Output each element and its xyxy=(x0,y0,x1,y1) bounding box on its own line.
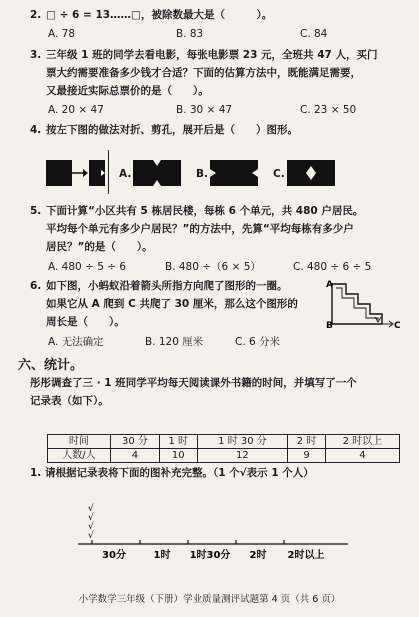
q5-number: 5. xyxy=(30,205,42,217)
q5-line-3: 居民？”的是（ ）。 xyxy=(46,241,153,253)
staircase-figure xyxy=(326,278,408,334)
q4-label-c: C. xyxy=(273,168,285,180)
pictograph-chart xyxy=(60,494,360,570)
section-6-q1: 1. 请根据记录表将下面的图补充完整。（1 个√表示 1 个人） xyxy=(30,467,314,479)
q3-line-1: 三年级 1 班的同学去看电影，每张电影票 23 元，全班共 47 人，买门 xyxy=(46,49,378,61)
q2-option-c: C. 84 xyxy=(300,28,328,40)
table-header-row xyxy=(48,435,400,449)
q3-number: 3. xyxy=(30,49,42,61)
category-label: 1时30分 xyxy=(189,550,231,561)
q4-divider xyxy=(108,150,109,194)
table-header: 1 时 xyxy=(160,435,198,449)
fold-cut-diagram xyxy=(46,158,106,192)
q2-option-b: B. 83 xyxy=(176,28,204,40)
q5-option-c: C. 480 ÷ 6 ÷ 5 xyxy=(293,261,372,273)
category-label: 30分 xyxy=(102,550,126,561)
check-mark: √ xyxy=(88,513,94,523)
q2-stem: □ ÷ 6 = 13……□，被除数最大是（ ）。 xyxy=(46,9,273,21)
q2-number: 2. xyxy=(30,9,42,21)
table-cell: 4 xyxy=(110,449,159,463)
table-cell: 9 xyxy=(288,449,326,463)
table-header: 2 时 xyxy=(288,435,326,449)
check-mark: √ xyxy=(88,504,94,514)
q6-line-1: 如下图，小蚂蚁沿着箭头所指方向爬了图形的一圈。 xyxy=(46,280,288,292)
q6-number: 6. xyxy=(30,280,42,292)
q3-option-c: C. 23 × 50 xyxy=(300,104,357,116)
table-cell: 4 xyxy=(325,449,399,463)
q6-option-a: A. 无法确定 xyxy=(48,336,104,348)
q5-line-2: 平均每个单元有多少户居民？”的方法中，先算“平均每栋有多少户 xyxy=(46,223,354,235)
category-label: 2时 xyxy=(249,550,267,561)
q4-option-c-shape xyxy=(287,158,335,192)
q4-stem: 按左下图的做法对折、剪孔，展开后是（ ）图形。 xyxy=(46,124,298,136)
category-label: 2时以上 xyxy=(287,550,325,561)
q6-option-c: C. 6 分米 xyxy=(235,336,281,348)
table-header: 1 时 30 分 xyxy=(197,435,288,449)
table-cell: 12 xyxy=(197,449,288,463)
q3-option-b: B. 30 × 47 xyxy=(176,104,233,116)
category-label: 1时 xyxy=(153,550,171,561)
point-b-label: B xyxy=(326,321,333,330)
table-header: 30 分 xyxy=(110,435,159,449)
record-table xyxy=(47,434,400,463)
q3-option-a: A. 20 × 47 xyxy=(48,104,104,116)
check-mark: √ xyxy=(88,531,94,541)
point-a-label: A xyxy=(326,280,333,290)
q2-option-a: A. 78 xyxy=(48,28,76,40)
table-cell: 10 xyxy=(160,449,198,463)
q4-label-b: B. xyxy=(196,168,208,180)
q3-line-2: 票大约需要准备多少钱才合适？下面的估算方法中，既能满足需要， xyxy=(46,67,361,79)
table-header: 2 时以上 xyxy=(325,435,399,449)
q5-option-b: B. 480 ÷（6 × 5） xyxy=(165,261,261,273)
table-row xyxy=(48,449,400,463)
q6-line-3: 周长是（ ）。 xyxy=(46,316,125,328)
q6-line-2: 如果它从 A 爬到 C 共爬了 30 厘米，那么这个图形的 xyxy=(46,298,298,310)
section-6-title: 六、统计。 xyxy=(18,358,84,373)
point-c-label: C xyxy=(394,321,401,330)
q5-option-a: A. 480 ÷ 5 ÷ 6 xyxy=(48,261,127,273)
section-6-intro-1: 彤彤调查了三 · 1 班同学平均每天阅读课外书籍的时间，并填写了一个 xyxy=(30,377,357,389)
table-row-label: 人数/人 xyxy=(48,449,111,463)
check-mark: √ xyxy=(88,522,94,532)
q4-option-a-shape xyxy=(133,158,181,192)
q5-line-1: 下面计算“小区共有 5 栋居民楼，每栋 6 个单元，共 480 户居民。 xyxy=(46,205,364,217)
table-header: 时间 xyxy=(48,435,111,449)
section-6-intro-2: 记录表（如下）。 xyxy=(30,395,109,407)
q3-line-3: 又最接近实际总票价的是（ ）。 xyxy=(46,85,209,97)
q4-option-b-shape xyxy=(210,158,258,192)
page-footer: 小学数学三年级（下册）学业质量测评试题第 4 页（共 6 页） xyxy=(78,594,341,605)
q4-number: 4. xyxy=(30,124,42,136)
q4-label-a: A. xyxy=(119,168,132,180)
q6-option-b: B. 120 厘米 xyxy=(145,336,204,348)
